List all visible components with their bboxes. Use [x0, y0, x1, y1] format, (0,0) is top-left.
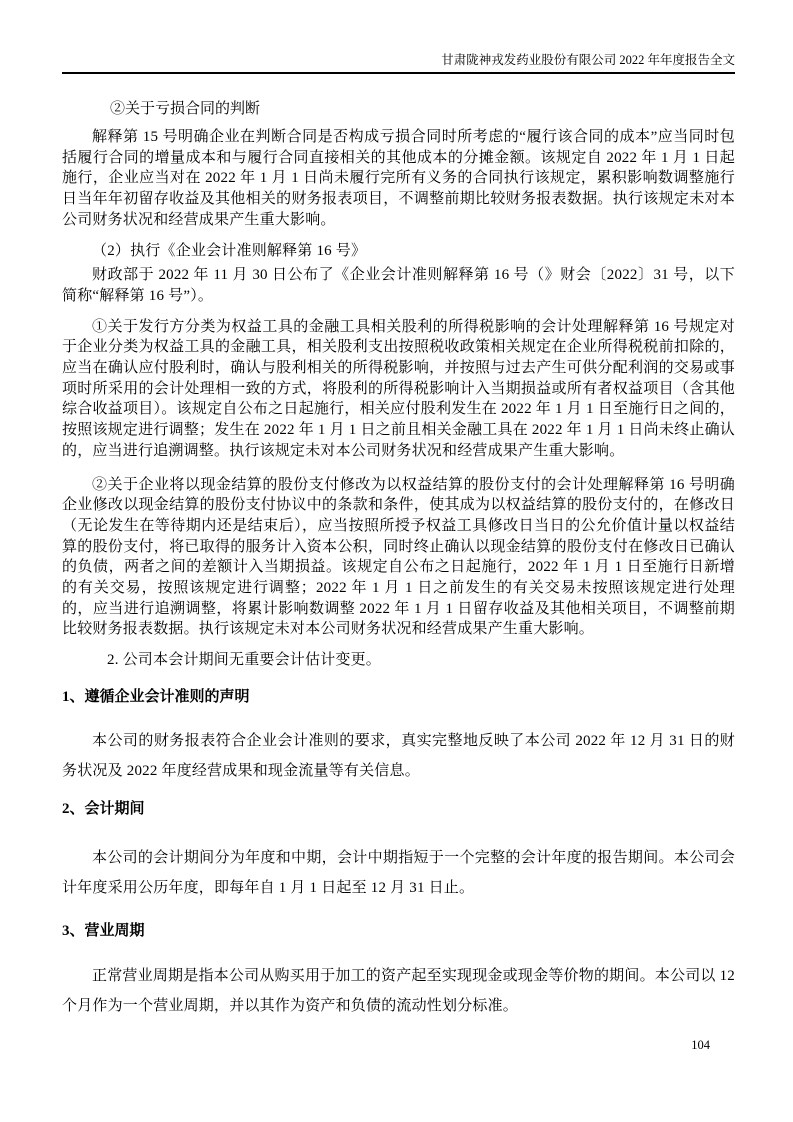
- report-header-title: 甘肃陇神戎发药业股份有限公司 2022 年年度报告全文: [441, 53, 735, 67]
- page-header: [62, 0, 735, 74]
- section-heading-compliance-statement: 1、遵循企业会计准则的声明: [62, 688, 250, 705]
- section-paragraph-operating-cycle: 正常营业周期是指本公司从购买用于加工的资产起至实现现金或现金等价物的期间。本公司以 12 个月作为一个营业周期，并以其作为资产和负债的流动性划分标准。: [62, 967, 735, 1014]
- interpretation16-intro-paragraph: 财政部于 2022 年 11 月 30 日公布了《企业会计准则解释第 16 号（》财会〔2022〕31 号，以下简称“解释第 16 号”）。: [62, 267, 735, 304]
- page-number: 104: [691, 1038, 710, 1052]
- estimate-change-note: 2. 公司本会计期间无重要会计估计变更。: [107, 652, 382, 669]
- section-paragraph-compliance-statement: 本公司的财务报表符合企业会计准则的要求，真实完整地反映了本公司 2022 年 12 月 31 日的财务状况及 2022 年度经营成果和现金流量等有关信息。: [62, 732, 735, 779]
- interpretation16-item2-paragraph: ②关于企业将以现金结算的股份支付修改为以权益结算的股份支付的会计处理解释第 16 号明确企业修改以现金结算的股份支付协议中的条款和条件，使其成为以权益结算的股份支付的，在修改日（无论发生在等待期内还是结束后），应当按照所授予权益工具修改日当日的公允价值计量以权益结算的股份支付，将已取得的服务计入资本公积，同时终止确认以现金结算的股份支付在修改日已确认的负债，两者之间的差额计入当期损益。该规定自公布之日起施行，2022 年 1 月 1 日至施行日新增的有关交易，按照该规定进行调整；2022 年 1 月 1 日之前发生的有关交易未按照该规定进行处理的，应当进行追溯调整，将累计影响数调整 2022 年 1 月 1 日留存收益及其他相关项目，不调整前期比较财务报表数据。执行该规定未对本公司财务状况和经营成果产生重大影响。: [62, 476, 735, 638]
- interpretation16-heading: （2）执行《企业会计准则解释第 16 号》: [92, 242, 367, 259]
- section-heading-accounting-period: 2、会计期间: [62, 800, 145, 817]
- section-heading-operating-cycle: 3、营业周期: [62, 922, 145, 939]
- loss-contract-heading: ②关于亏损合同的判断: [110, 101, 261, 117]
- interpretation16-item1-paragraph: ①关于发行方分类为权益工具的金融工具相关股利的所得税影响的会计处理解释第 16 号规定对于企业分类为权益工具的金融工具，相关股利支出按照税收政策相关规定在企业所得税税前扣除的，应当在确认应付股利时，确认与股利相关的所得税影响，并按照与过去产生可供分配利润的交易或事项时所采用的会计处理相一致的方式，将股利的所得税影响计入当期损益或所有者权益项目（含其他综合收益项目）。该规定自公布之日起施行，相关应付股利发生在 2022 年 1 月 1 日至施行日之间的，按照该规定进行调整；发生在 2022 年 1 月 1 日之前且相关金融工具在 2022 年 1 月 1 日尚未终止确认的，应当进行追溯调整。执行该规定未对本公司财务状况和经营成果产生重大影响。: [62, 318, 735, 459]
- loss-contract-paragraph: 解释第 15 号明确企业在判断合同是否构成亏损合同时所考虑的“履行该合同的成本”应当同时包括履行合同的增量成本和与履行合同直接相关的其他成本的分摊金额。该规定自 2022 年 1 月 1 日起施行，企业应当对在 2022 年 1 月 1 日尚未履行完所有义务的合同执行该规定，累积影响数调整施行日当年年初留存收益及其他相关的财务报表项目，不调整前期比较财务报表数据。执行该规定未对本公司财务状况和经营成果产生重大影响。: [62, 129, 735, 228]
- page-content: [62, 0, 735, 1021]
- section-paragraph-accounting-period: 本公司的会计期间分为年度和中期，会计中期指短于一个完整的会计年度的报告期间。本公司会计年度采用公历年度，即每年自 1 月 1 日起至 12 月 31 日止。: [62, 849, 735, 896]
